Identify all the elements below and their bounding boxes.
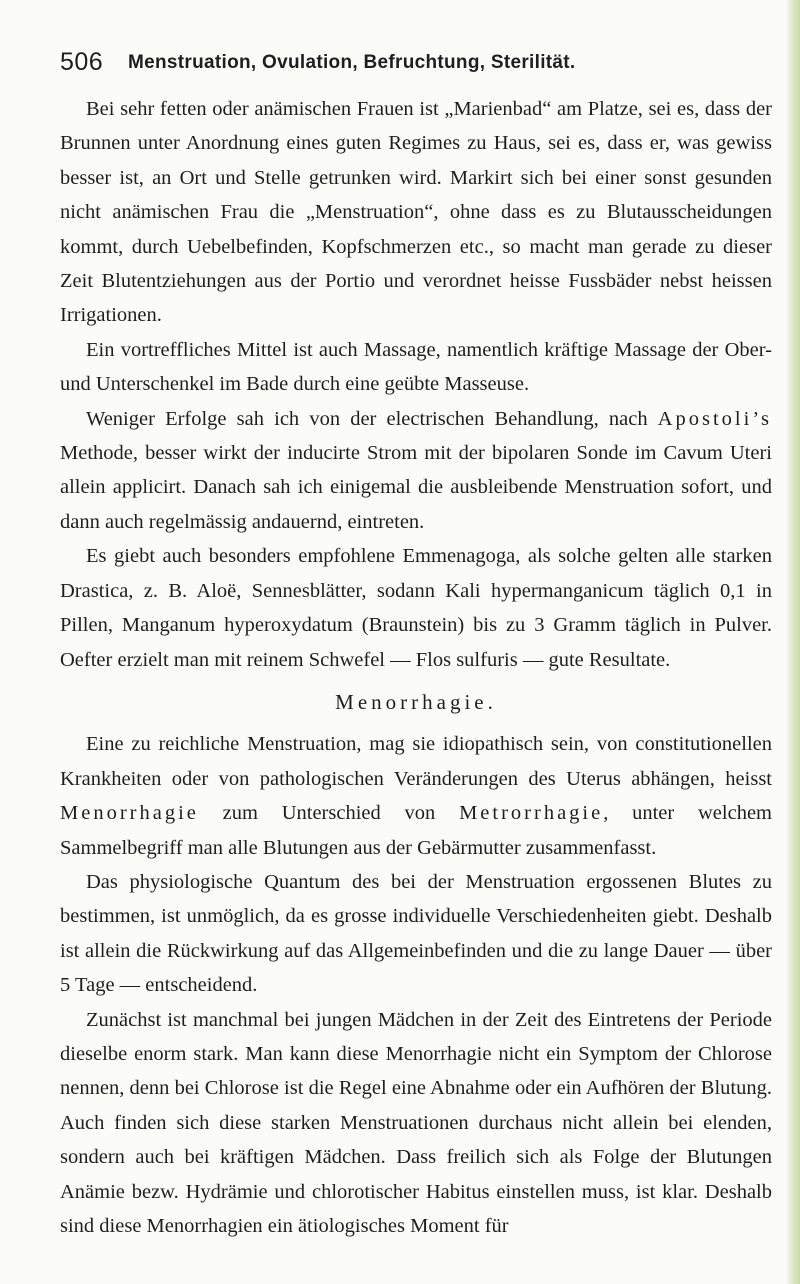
scan-edge [786, 0, 800, 1284]
term-metrorrhagie: Metrorrhagie [459, 802, 604, 825]
paragraph-text-part: Weniger Erfolge sah ich von der electrischen Behandlung, nach [86, 407, 658, 430]
paragraph-text-part: , unter welchem Sammelbegriff man alle Blutungen aus der Gebärmutter zusammenfasst. [60, 802, 772, 859]
paragraph-quantum: Das physiologische Quantum des bei der Menstruation ergossenen Blutes zu bestimmen, ist unmöglich, da es grosse individuelle Verschiedenheiten giebt. Deshalb ist allein die Rückwirkung auf das Allgemeinbefinden und die zu lange Dauer — über 5 Tage — entscheidend. [60, 870, 772, 997]
paragraph-emmenagoga: Es giebt auch besonders empfohlene Emmenagoga, als solche gelten alle starken Drastica, z. B. Aloë, Sennesblätter, sodann Kali hypermanganicum täglich 0,1 in Pillen, Manganum hyperoxydatum (Braunstein) bis zu 3 Gramm täglich in Pulver. Oefter erzielt man mit reinem Schwefel — Flos sulfuris — gute Resultate. [60, 545, 772, 671]
author-name-apostoli: Apostoli’s [657, 407, 772, 430]
term-menorrhagie: Menorrhagie [60, 802, 199, 825]
page-header [60, 48, 780, 82]
body-text [60, 92, 772, 1243]
paragraph-text-part: zum Unterschied von [198, 802, 460, 825]
paragraph-electrical-treatment [60, 402, 772, 540]
paragraph-young-girls: Zunächst ist manchmal bei jungen Mädchen in der Zeit des Eintretens der Periode dieselbe enorm stark. Man kann diese Menorrhagie nicht ein Symptom der Chlorose nennen, denn bei Chlorose ist die Regel eine Abnahme oder ein Aufhören der Blutung. Auch finden sich diese starken Menstruationen durchaus nicht allein bei elenden, sondern auch bei kräftigen Mädchen. Dass freilich sich als Folge der Blutungen Anämie bezw. Hydrämie und chlorotischer Habitus einstellen muss, ist klar. Deshalb sind diese Menorrhagien ein ätiologisches Moment für [60, 1008, 772, 1237]
paragraph-definition [60, 727, 772, 865]
paragraph-marienbad: Bei sehr fetten oder anämischen Frauen ist „Marienbad“ am Platze, sei es, dass der Brunnen unter Anordnung eines guten Regimes zu Haus, sei es, dass er, was gewiss besser ist, an Ort und Stelle getrunken wird. Markirt sich bei einer sonst gesunden nicht anämischen Frau die „Menstruation“, ohne dass es zu Blutausscheidungen kommt, durch Uebelbefinden, Kopfschmerzen etc., so macht man gerade zu dieser Zeit Blutentziehungen aus der Portio und verordnet heisse Fussbäder nebst heissen Irrigationen. [60, 98, 772, 327]
paragraph-text-part: Methode, besser wirkt der inducirte Strom mit der bipolaren Sonde im Cavum Uteri allein applicirt. Danach sah ich einigemal die ausbleibende Menstruation sofort, und dann auch regelmässig andauernd, eintreten. [60, 442, 772, 533]
section-heading: Menorrhagie. [335, 689, 497, 714]
paragraph-massage: Ein vortreffliches Mittel ist auch Massage, namentlich kräftige Massage der Ober- und Unterschenkel im Bade durch eine geübte Masseuse. [60, 338, 772, 396]
page-number: 506 [60, 48, 104, 76]
paragraph-text-part: Eine zu reichliche Menstruation, mag sie idiopathisch sein, von constitutionellen Krankheiten oder von pathologischen Veränderungen des Uterus abhängen, heisst [60, 733, 772, 790]
running-head: Menstruation, Ovulation, Befruchtung, Sterilität. [128, 52, 576, 73]
